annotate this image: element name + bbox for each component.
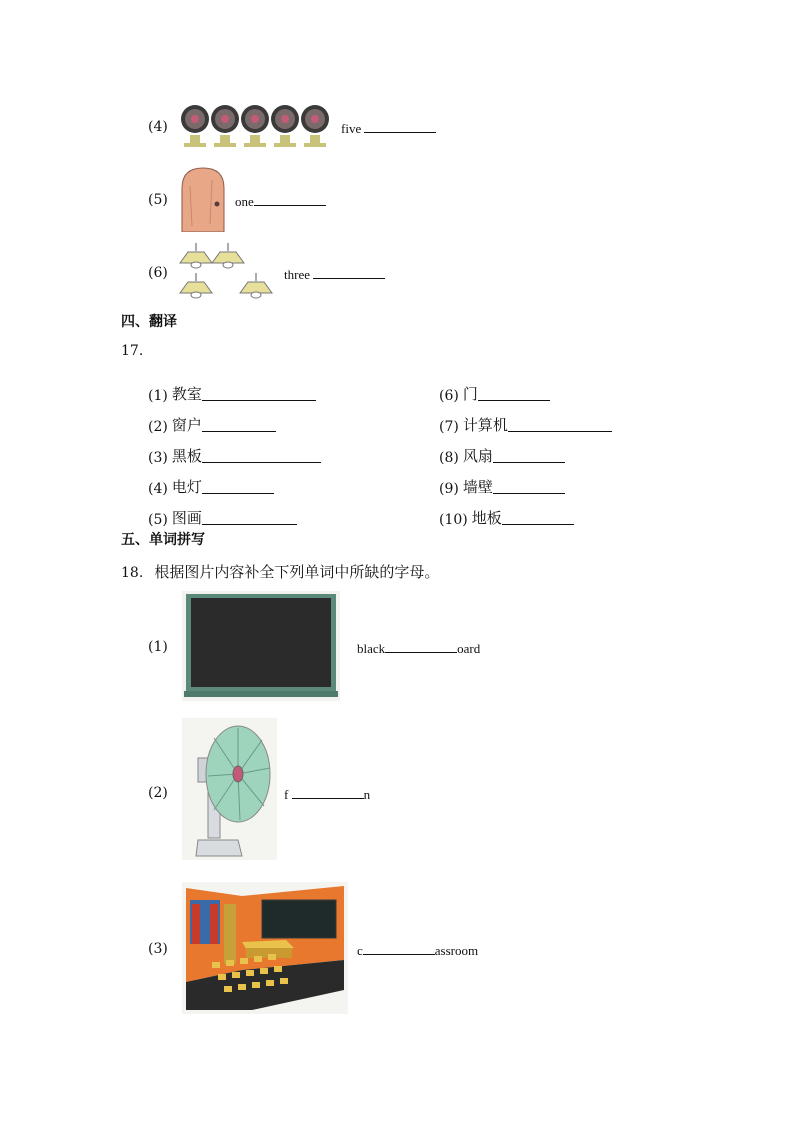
spelling-line-3 [357, 942, 478, 959]
answer-blank[interactable] [202, 388, 316, 401]
right-column [439, 373, 612, 528]
answer-blank[interactable] [508, 419, 612, 432]
translate-row [439, 435, 612, 466]
section-heading: 五、单词拼写 [121, 532, 205, 548]
item-number: (3) [148, 941, 168, 957]
answer-blank[interactable] [478, 388, 550, 401]
three-lamps-image [178, 243, 278, 301]
answer-blank[interactable] [313, 266, 385, 279]
translate-row [148, 497, 321, 528]
translate-row [439, 404, 612, 435]
given-word: three [284, 267, 310, 282]
electric-fan-image [182, 718, 277, 860]
item-number: (1) [148, 639, 168, 655]
item-number: (6) [148, 265, 168, 281]
answer-blank[interactable] [364, 120, 436, 133]
answer-line-4 [341, 120, 436, 137]
prompt-text: 教室 [171, 385, 202, 403]
five-fans-image [180, 103, 335, 150]
translate-row [148, 435, 321, 466]
prompt-text: 窗户 [171, 416, 202, 434]
instruction-text: 根据图片内容补全下列单词中所缺的字母。 [154, 563, 440, 581]
answer-blank[interactable] [385, 640, 457, 653]
prompt-text: 风扇 [462, 447, 493, 465]
word-prefix: f [284, 787, 289, 802]
question-line [121, 561, 439, 582]
item-number: (2) [148, 419, 168, 435]
item-number: (7) [439, 419, 459, 435]
answer-blank[interactable] [202, 512, 297, 525]
given-word: one [235, 194, 254, 209]
prompt-text: 地板 [471, 509, 502, 527]
door-image [180, 166, 226, 232]
answer-blank[interactable] [363, 942, 435, 955]
word-suffix: assroom [434, 943, 479, 958]
section-heading: 四、翻译 [121, 314, 177, 330]
answer-blank[interactable] [493, 450, 565, 463]
translate-row [439, 373, 612, 404]
prompt-text: 门 [462, 385, 478, 403]
answer-blank[interactable] [493, 481, 565, 494]
item-number: (1) [148, 388, 168, 404]
translate-row [148, 373, 321, 404]
item-number: (9) [439, 481, 459, 497]
question-number: 18. [121, 565, 144, 581]
item-number: (8) [439, 450, 459, 466]
classroom-image [182, 882, 348, 1014]
spelling-line-1 [357, 640, 480, 657]
answer-blank[interactable] [502, 512, 574, 525]
translate-row [148, 404, 321, 435]
translate-row [439, 497, 612, 528]
left-column [148, 373, 321, 528]
item-number: (3) [148, 450, 168, 466]
translate-row [148, 466, 321, 497]
translate-row [439, 466, 612, 497]
prompt-text: 墙壁 [462, 478, 493, 496]
answer-line-6 [284, 266, 385, 283]
spelling-line-2 [284, 786, 370, 803]
item-number: (10) [439, 512, 468, 528]
blackboard-image [182, 591, 340, 701]
item-number: (6) [439, 388, 459, 404]
answer-blank[interactable] [292, 786, 364, 799]
item-number: (5) [148, 192, 168, 208]
prompt-text: 计算机 [462, 416, 508, 434]
item-number: (5) [148, 512, 168, 528]
word-prefix: black [357, 641, 386, 656]
answer-blank[interactable] [254, 193, 326, 206]
word-prefix: c [357, 943, 363, 958]
prompt-text: 图画 [171, 509, 202, 527]
answer-blank[interactable] [202, 481, 274, 494]
prompt-text: 黑板 [171, 447, 202, 465]
answer-blank[interactable] [202, 450, 321, 463]
given-word: five [341, 121, 362, 136]
word-suffix: n [363, 787, 371, 802]
prompt-text: 电灯 [171, 478, 202, 496]
answer-blank[interactable] [202, 419, 276, 432]
item-number: (4) [148, 481, 168, 497]
item-number: (2) [148, 785, 168, 801]
word-suffix: oard [457, 641, 481, 656]
question-number: 17. [121, 343, 144, 359]
item-number: (4) [148, 119, 168, 135]
answer-line-5 [235, 193, 326, 210]
